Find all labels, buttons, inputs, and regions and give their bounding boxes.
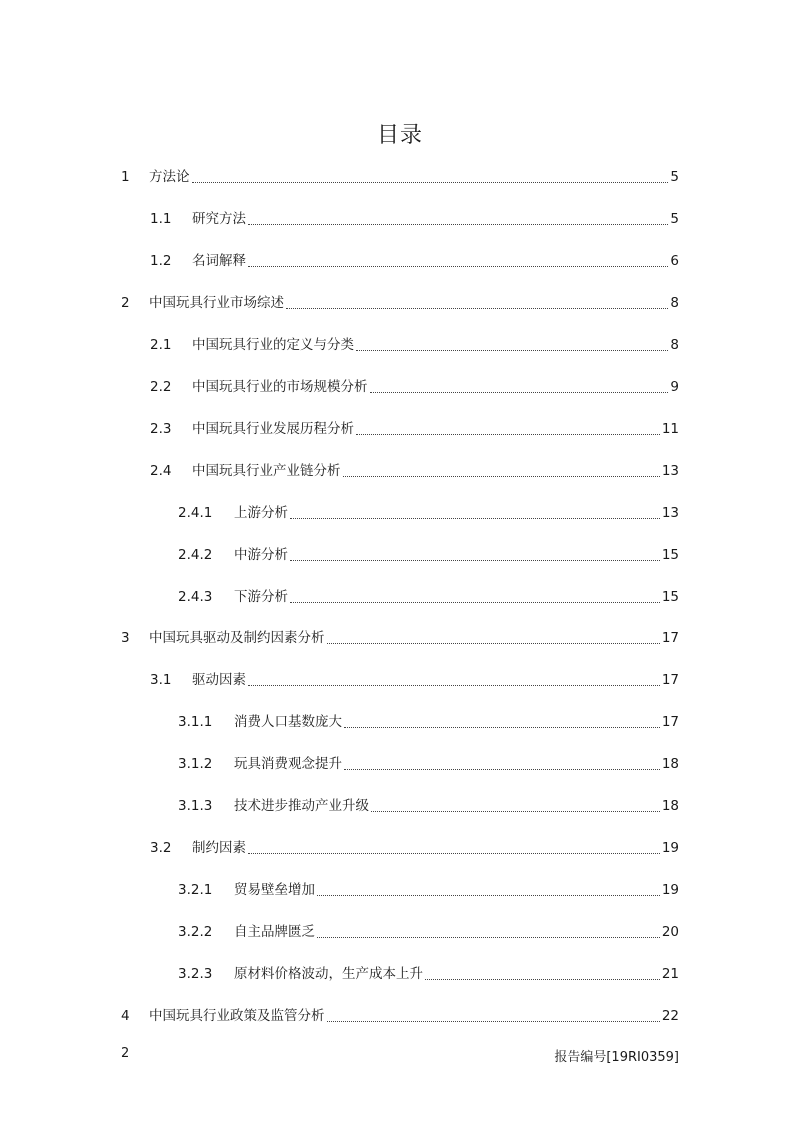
toc-entry[interactable] <box>178 754 679 774</box>
toc-entry-page: 17 <box>661 672 679 688</box>
toc-dot-leader <box>356 349 668 351</box>
toc-entry[interactable] <box>150 377 679 397</box>
toc-entry-title: 玩具消费观念提升 <box>234 756 342 772</box>
toc-entry-number: 1.1 <box>150 211 172 227</box>
toc-dot-leader <box>327 642 660 644</box>
toc-entry-title: 中国玩具驱动及制约因素分析 <box>149 630 325 646</box>
toc-entry-page: 5 <box>670 169 679 185</box>
toc-entry-number: 1.2 <box>150 253 172 269</box>
toc-entry-number: 1 <box>121 169 130 185</box>
toc-entry[interactable] <box>178 587 679 607</box>
report-id: 报告编号[19RI0359] <box>554 1050 679 1065</box>
toc-entry-title: 消费人口基数庞大 <box>234 714 342 730</box>
toc-entry-number: 3.1 <box>150 672 172 688</box>
toc-entry[interactable] <box>178 922 679 942</box>
toc-entry-title: 制约因素 <box>192 840 246 856</box>
toc-entry-page: 17 <box>661 630 679 646</box>
toc-entry-page: 22 <box>661 1008 679 1024</box>
toc-entry-number: 2.1 <box>150 337 172 353</box>
toc-entry-page: 17 <box>661 714 679 730</box>
toc-dot-leader <box>343 475 660 477</box>
toc-entry[interactable] <box>150 419 679 439</box>
toc-entry-page: 11 <box>661 421 679 437</box>
toc-dot-leader <box>290 517 660 519</box>
toc-entry[interactable] <box>178 545 679 565</box>
toc-entry-number: 2.3 <box>150 421 172 437</box>
toc-entry[interactable] <box>121 628 679 648</box>
toc-dot-leader <box>425 978 660 980</box>
toc-entry-title: 上游分析 <box>234 505 288 521</box>
toc-entry-title: 中游分析 <box>234 547 288 563</box>
toc-dot-leader <box>370 391 669 393</box>
toc-entry-title: 自主品牌匮乏 <box>234 924 315 940</box>
toc-entry-number: 2.4.3 <box>178 589 213 605</box>
toc-entry-title: 原材料价格波动，生产成本上升 <box>234 966 423 982</box>
toc-entry-title: 中国玩具行业市场综述 <box>149 295 284 311</box>
toc-entry-title: 名词解释 <box>192 253 246 269</box>
toc-entry[interactable] <box>121 167 679 187</box>
toc-dot-leader <box>371 810 660 812</box>
toc-entry-number: 2 <box>121 295 130 311</box>
toc-entry-title: 研究方法 <box>192 211 246 227</box>
toc-entry[interactable] <box>150 838 679 858</box>
toc-entry-number: 4 <box>121 1008 130 1024</box>
toc-entry-page: 20 <box>661 924 679 940</box>
toc-dot-leader <box>290 601 660 603</box>
toc-entry-number: 2.4.2 <box>178 547 213 563</box>
toc-entry-page: 13 <box>661 463 679 479</box>
toc-dot-leader <box>248 684 660 686</box>
toc-entry-page: 6 <box>670 253 679 269</box>
toc-dot-leader <box>248 223 668 225</box>
toc-entry-page: 13 <box>661 505 679 521</box>
toc-entry-number: 3.2.3 <box>178 966 213 982</box>
toc-entry-page: 8 <box>670 295 679 311</box>
toc-entry[interactable] <box>150 209 679 229</box>
toc-entry-number: 3.2.1 <box>178 882 213 898</box>
toc-entry-title: 下游分析 <box>234 589 288 605</box>
toc-entry-title: 驱动因素 <box>192 672 246 688</box>
toc-entry-number: 2.4 <box>150 463 172 479</box>
toc-dot-leader <box>344 768 660 770</box>
page-title: 目录 <box>376 123 423 148</box>
toc-entry[interactable] <box>150 251 679 271</box>
toc-entry-number: 3.2.2 <box>178 924 213 940</box>
toc-entry-page: 15 <box>661 547 679 563</box>
toc-entry-page: 9 <box>670 379 679 395</box>
toc-entry[interactable] <box>150 335 679 355</box>
toc-entry[interactable] <box>121 1006 679 1026</box>
toc-dot-leader <box>286 307 668 309</box>
toc-entry-number: 2.4.1 <box>178 505 213 521</box>
toc-entry-page: 15 <box>661 589 679 605</box>
toc-entry-number: 3.1.2 <box>178 756 213 772</box>
toc-dot-leader <box>290 559 660 561</box>
toc-dot-leader <box>248 852 660 854</box>
toc-entry-number: 3.1.3 <box>178 798 213 814</box>
toc-entry-page: 8 <box>670 337 679 353</box>
toc-dot-leader <box>317 936 660 938</box>
toc-entry-number: 3.2 <box>150 840 172 856</box>
toc-dot-leader <box>356 433 660 435</box>
toc-entry-page: 19 <box>661 840 679 856</box>
toc-entry-number: 3 <box>121 630 130 646</box>
toc-entry-title: 技术进步推动产业升级 <box>234 798 369 814</box>
toc-entry-page: 18 <box>661 756 679 772</box>
toc-entry-page: 5 <box>670 211 679 227</box>
toc-entry[interactable] <box>178 964 679 984</box>
toc-dot-leader <box>327 1020 660 1022</box>
toc-entry[interactable] <box>150 670 679 690</box>
toc-entry-title: 中国玩具行业发展历程分析 <box>192 421 354 437</box>
toc-entry[interactable] <box>150 461 679 481</box>
toc-entry-page: 18 <box>661 798 679 814</box>
toc-entry[interactable] <box>178 712 679 732</box>
page-number: 2 <box>121 1046 130 1061</box>
toc-entry-title: 中国玩具行业产业链分析 <box>192 463 341 479</box>
toc-entry-number: 2.2 <box>150 379 172 395</box>
toc-entry-title: 方法论 <box>149 169 190 185</box>
toc-entry[interactable] <box>178 503 679 523</box>
toc-entry[interactable] <box>178 880 679 900</box>
toc-entry[interactable] <box>121 293 679 313</box>
toc-dot-leader <box>248 265 668 267</box>
toc-entry-page: 21 <box>661 966 679 982</box>
toc-entry-title: 中国玩具行业的市场规模分析 <box>192 379 368 395</box>
toc-entry-title: 中国玩具行业的定义与分类 <box>192 337 354 353</box>
toc-entry-title: 贸易壁垒增加 <box>234 882 315 898</box>
toc-dot-leader <box>192 181 669 183</box>
toc-entry[interactable] <box>178 796 679 816</box>
toc-entry-page: 19 <box>661 882 679 898</box>
toc-dot-leader <box>317 894 660 896</box>
toc-entry-number: 3.1.1 <box>178 714 213 730</box>
toc-entry-title: 中国玩具行业政策及监管分析 <box>149 1008 325 1024</box>
toc-dot-leader <box>344 726 660 728</box>
